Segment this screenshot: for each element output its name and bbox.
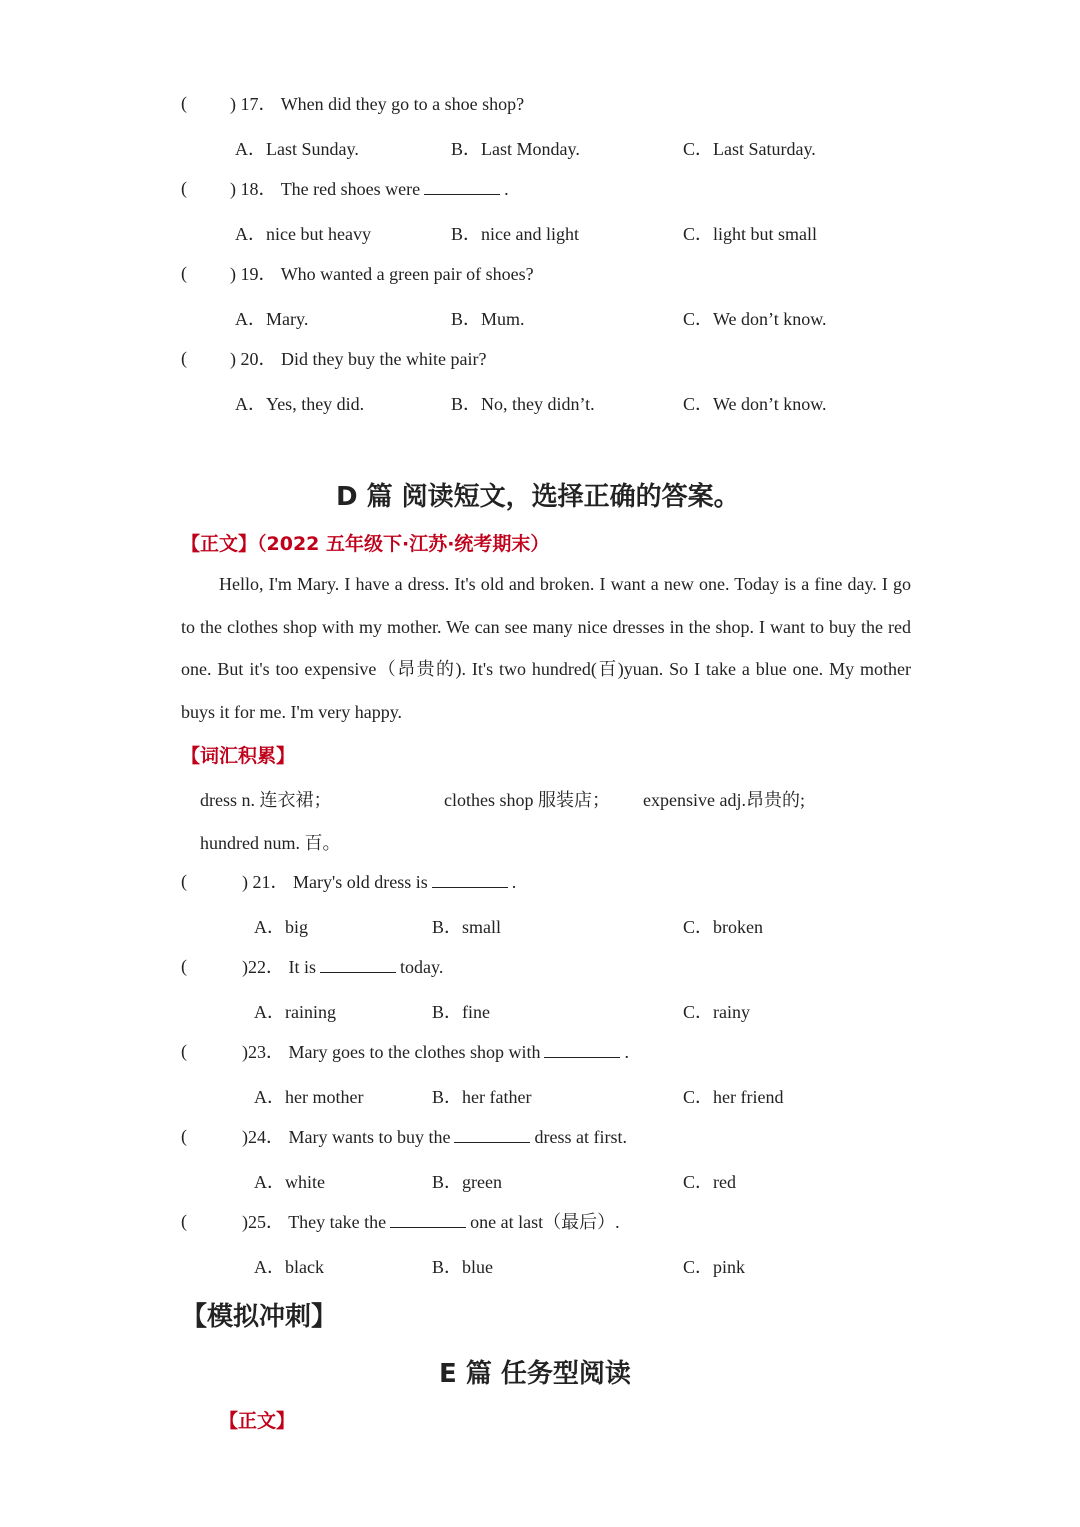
option-a: A．Mary. [235,309,309,329]
vocab-item: clothes shop 服装店； [444,790,610,810]
answer-blank [424,178,500,195]
vocab-item: dress n. 连衣裙； [200,790,332,810]
answer-blank [544,1041,620,1058]
option-c: C．Last Saturday. [683,139,816,159]
answer-paren: ( [181,263,187,283]
vocab-item: hundred num. 百。 [200,833,341,853]
answer-paren: ( [181,1211,187,1231]
question-stem: Who wanted a green pair of shoes? [280,264,534,284]
option-a: A．raining [254,1002,336,1022]
answer-paren: ( [181,1126,187,1146]
option-a: A．Last Sunday. [235,139,359,159]
question-number: ) 17． [230,94,277,114]
question-stem: They take the [288,1212,387,1232]
option-b: B．Mum. [451,309,525,329]
option-b: B．No, they didn’t. [451,394,595,414]
option-c: C．red [683,1172,736,1192]
section-e-title: E 篇 任务型阅读 [439,1359,631,1389]
option-a: A．white [254,1172,325,1192]
question-stem: Mary goes to the clothes shop with [288,1042,541,1062]
option-b: B．green [432,1172,502,1192]
option-a: A．nice but heavy [235,224,371,244]
question-stem: Mary's old dress is [293,872,428,892]
question-stem: It is [288,957,317,977]
question-number: ) 20． [230,349,277,369]
option-a: A．Yes, they did. [235,394,365,414]
answer-paren: ( [181,871,187,891]
question-number: ) 18． [230,179,277,199]
option-c: C．We don’t know. [683,309,827,329]
section-e-tag: 【正文】 [219,1410,296,1432]
option-b: B．nice and light [451,224,579,244]
question-number: )25． [242,1212,284,1232]
vocab-item: expensive adj.昂贵的; [643,790,805,810]
answer-paren: ( [181,93,187,113]
passage-source-tag: 【正文】（2022 五年级下·江苏·统考期末） [181,533,550,555]
answer-paren: ( [181,1041,187,1061]
option-c: C．We don’t know. [683,394,827,414]
option-b: B．small [432,917,502,937]
question-number: )23． [242,1042,284,1062]
option-c: C．pink [683,1257,746,1277]
answer-blank [390,1211,466,1228]
option-b: B．her father [432,1087,532,1107]
option-a: A．black [254,1257,324,1277]
option-b: B．fine [432,1002,490,1022]
question-stem: The red shoes were [280,179,421,199]
section-d-title: D 篇 阅读短文，选择正确的答案。 [336,482,740,512]
option-c: C．light but small [683,224,818,244]
question-number: ) 19． [230,264,277,284]
option-c: C．rainy [683,1002,750,1022]
option-b: B．blue [432,1257,493,1277]
answer-paren: ( [181,956,187,976]
question-number: )22． [242,957,284,977]
vocab-tag: 【词汇积累】 [181,745,296,767]
question-number: ) 21． [242,872,289,892]
option-c: C．her friend [683,1087,784,1107]
question-number: )24． [242,1127,284,1147]
answer-paren: ( [181,178,187,198]
question-stem: Did they buy the white pair? [281,349,487,369]
answer-blank [432,871,508,888]
option-a: A．her mother [254,1087,364,1107]
question-stem: When did they go to a shoe shop? [280,94,525,114]
option-c: C．broken [683,917,763,937]
question-stem: Mary wants to buy the [288,1127,451,1147]
reading-passage: Hello, I'm Mary. I have a dress. It's old and broken. I want a new one. Today is a fine day. I go to the clothes shop with my mother. We can see many nice dresses in the shop. I want to buy the red one. But it's too expensive（昂贵的). It's two hundred(百)yuan. So I take a blue one. My mother buys it for me. I'm very happy. [181,574,911,723]
mock-sprint-heading: 【模拟冲刺】 [181,1302,338,1332]
option-b: B．Last Monday. [451,139,580,159]
answer-blank [320,956,396,973]
option-a: A．big [254,917,308,937]
answer-blank [454,1126,530,1143]
answer-paren: ( [181,348,187,368]
